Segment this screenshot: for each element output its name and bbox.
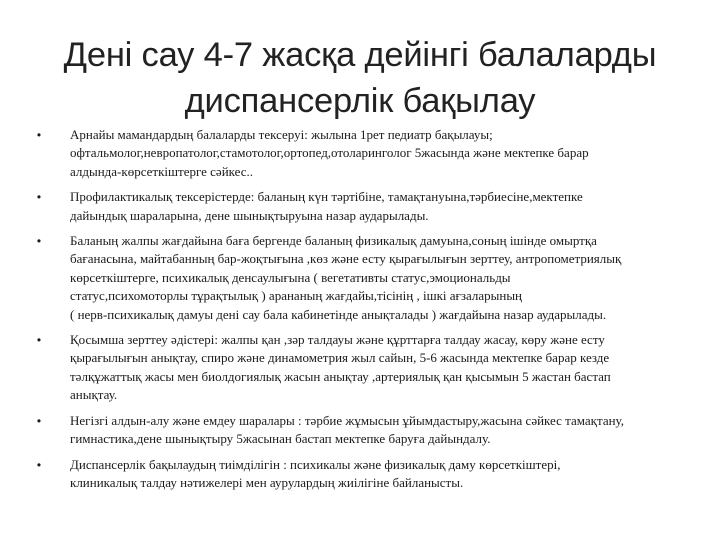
slide-title-line-2: диспансерлік бақылау	[184, 82, 536, 120]
bullet-line: ( нерв-психикалық дамуы дені сау бала кабинетінде анықталады ) жағдайына назар аударылады.	[70, 306, 607, 322]
bullet-icon: •	[36, 457, 42, 472]
slide-title-line-1: Дені сау 4-7 жасқа дейінгі балаларды	[63, 36, 657, 74]
bullet-line: Арнайы мамандардың балаларды тексеруі: жылына 1рет педиатр бақылауы;	[70, 127, 493, 142]
bullet-icon: •	[36, 413, 42, 428]
bullet-line: Профилактикалық тексерістерде: баланың күн тәртібіне, тамақтануына,тәрбиесіне,мектепке	[70, 189, 583, 205]
bullet-icon: •	[36, 333, 42, 348]
bullet-item	[32, 412, 698, 449]
bullet-icon: •	[36, 190, 42, 205]
bullet-line: тәлқұжаттық жасы мен биолдогиялық жасын анықтау ,артериялық қан қысымын 5 жастан бастап	[70, 368, 611, 384]
bullet-item	[32, 456, 698, 493]
bullet-list	[32, 126, 698, 499]
bullet-line: алдында-көрсеткіштерге сәйкес..	[70, 163, 254, 179]
bullet-line: бағанасына, майтабанның бар-жоқтығына ,көз және есту қырағылығын зерттеу, антропометриялық	[70, 251, 622, 267]
bullet-line: анықтау.	[70, 387, 118, 403]
bullet-item	[32, 232, 698, 324]
bullet-line: көрсеткіштерге, психикалық денсаулығына ( вегетативты статус,эмоциональды	[70, 269, 511, 285]
bullet-icon: •	[36, 234, 42, 249]
bullet-item	[32, 331, 698, 405]
bullet-line: Диспансерлік бақылаудың тиімділігін : психикалы және физикалық даму көрсеткіштері,	[70, 456, 561, 472]
bullet-line: клиникалық талдау нәтижелері мен аурулардың жиілігіне байланысты.	[70, 474, 464, 490]
bullet-line: Баланың жалпы жағдайына баға бергенде баланың физикалық дамуына,соның ішінде омыртқа	[70, 233, 597, 249]
bullet-item	[32, 126, 698, 181]
bullet-line: статус,психомоторлы тұрақтылық ) арананың жағдайы,тісінің , ішкі ағзаларының	[70, 288, 523, 304]
bullet-line: Қосымша зерттеу әдістері: жалпы қан ,зәр талдауы және құрттарға талдау жасау, көру және есту	[70, 332, 605, 348]
bullet-item	[32, 188, 698, 225]
bullet-line: офтальмолог,невропатолог,стамотолог,ортопед,отоларинголог 5жасында және мектепке барар	[70, 145, 589, 161]
bullet-icon: •	[36, 128, 42, 142]
bullet-line: Негізгі алдын-алу және емдеу шаралары : тәрбие жұмысын ұйымдастыру,жасына сәйкес тамақтану,	[70, 412, 625, 428]
bullet-line: қырағылығын анықтау, спиро және динамометрия жыл сайын, 5-6 жасында мектепке барар кезде	[70, 350, 610, 366]
bullet-line: дайындық шараларына, дене шынықтыруына назар аударылады.	[70, 207, 429, 223]
bullet-line: гимнастика,дене шынықтыру 5жасынан бастап мектепке баруға дайындалу.	[70, 431, 491, 447]
slide-title	[20, 32, 700, 124]
